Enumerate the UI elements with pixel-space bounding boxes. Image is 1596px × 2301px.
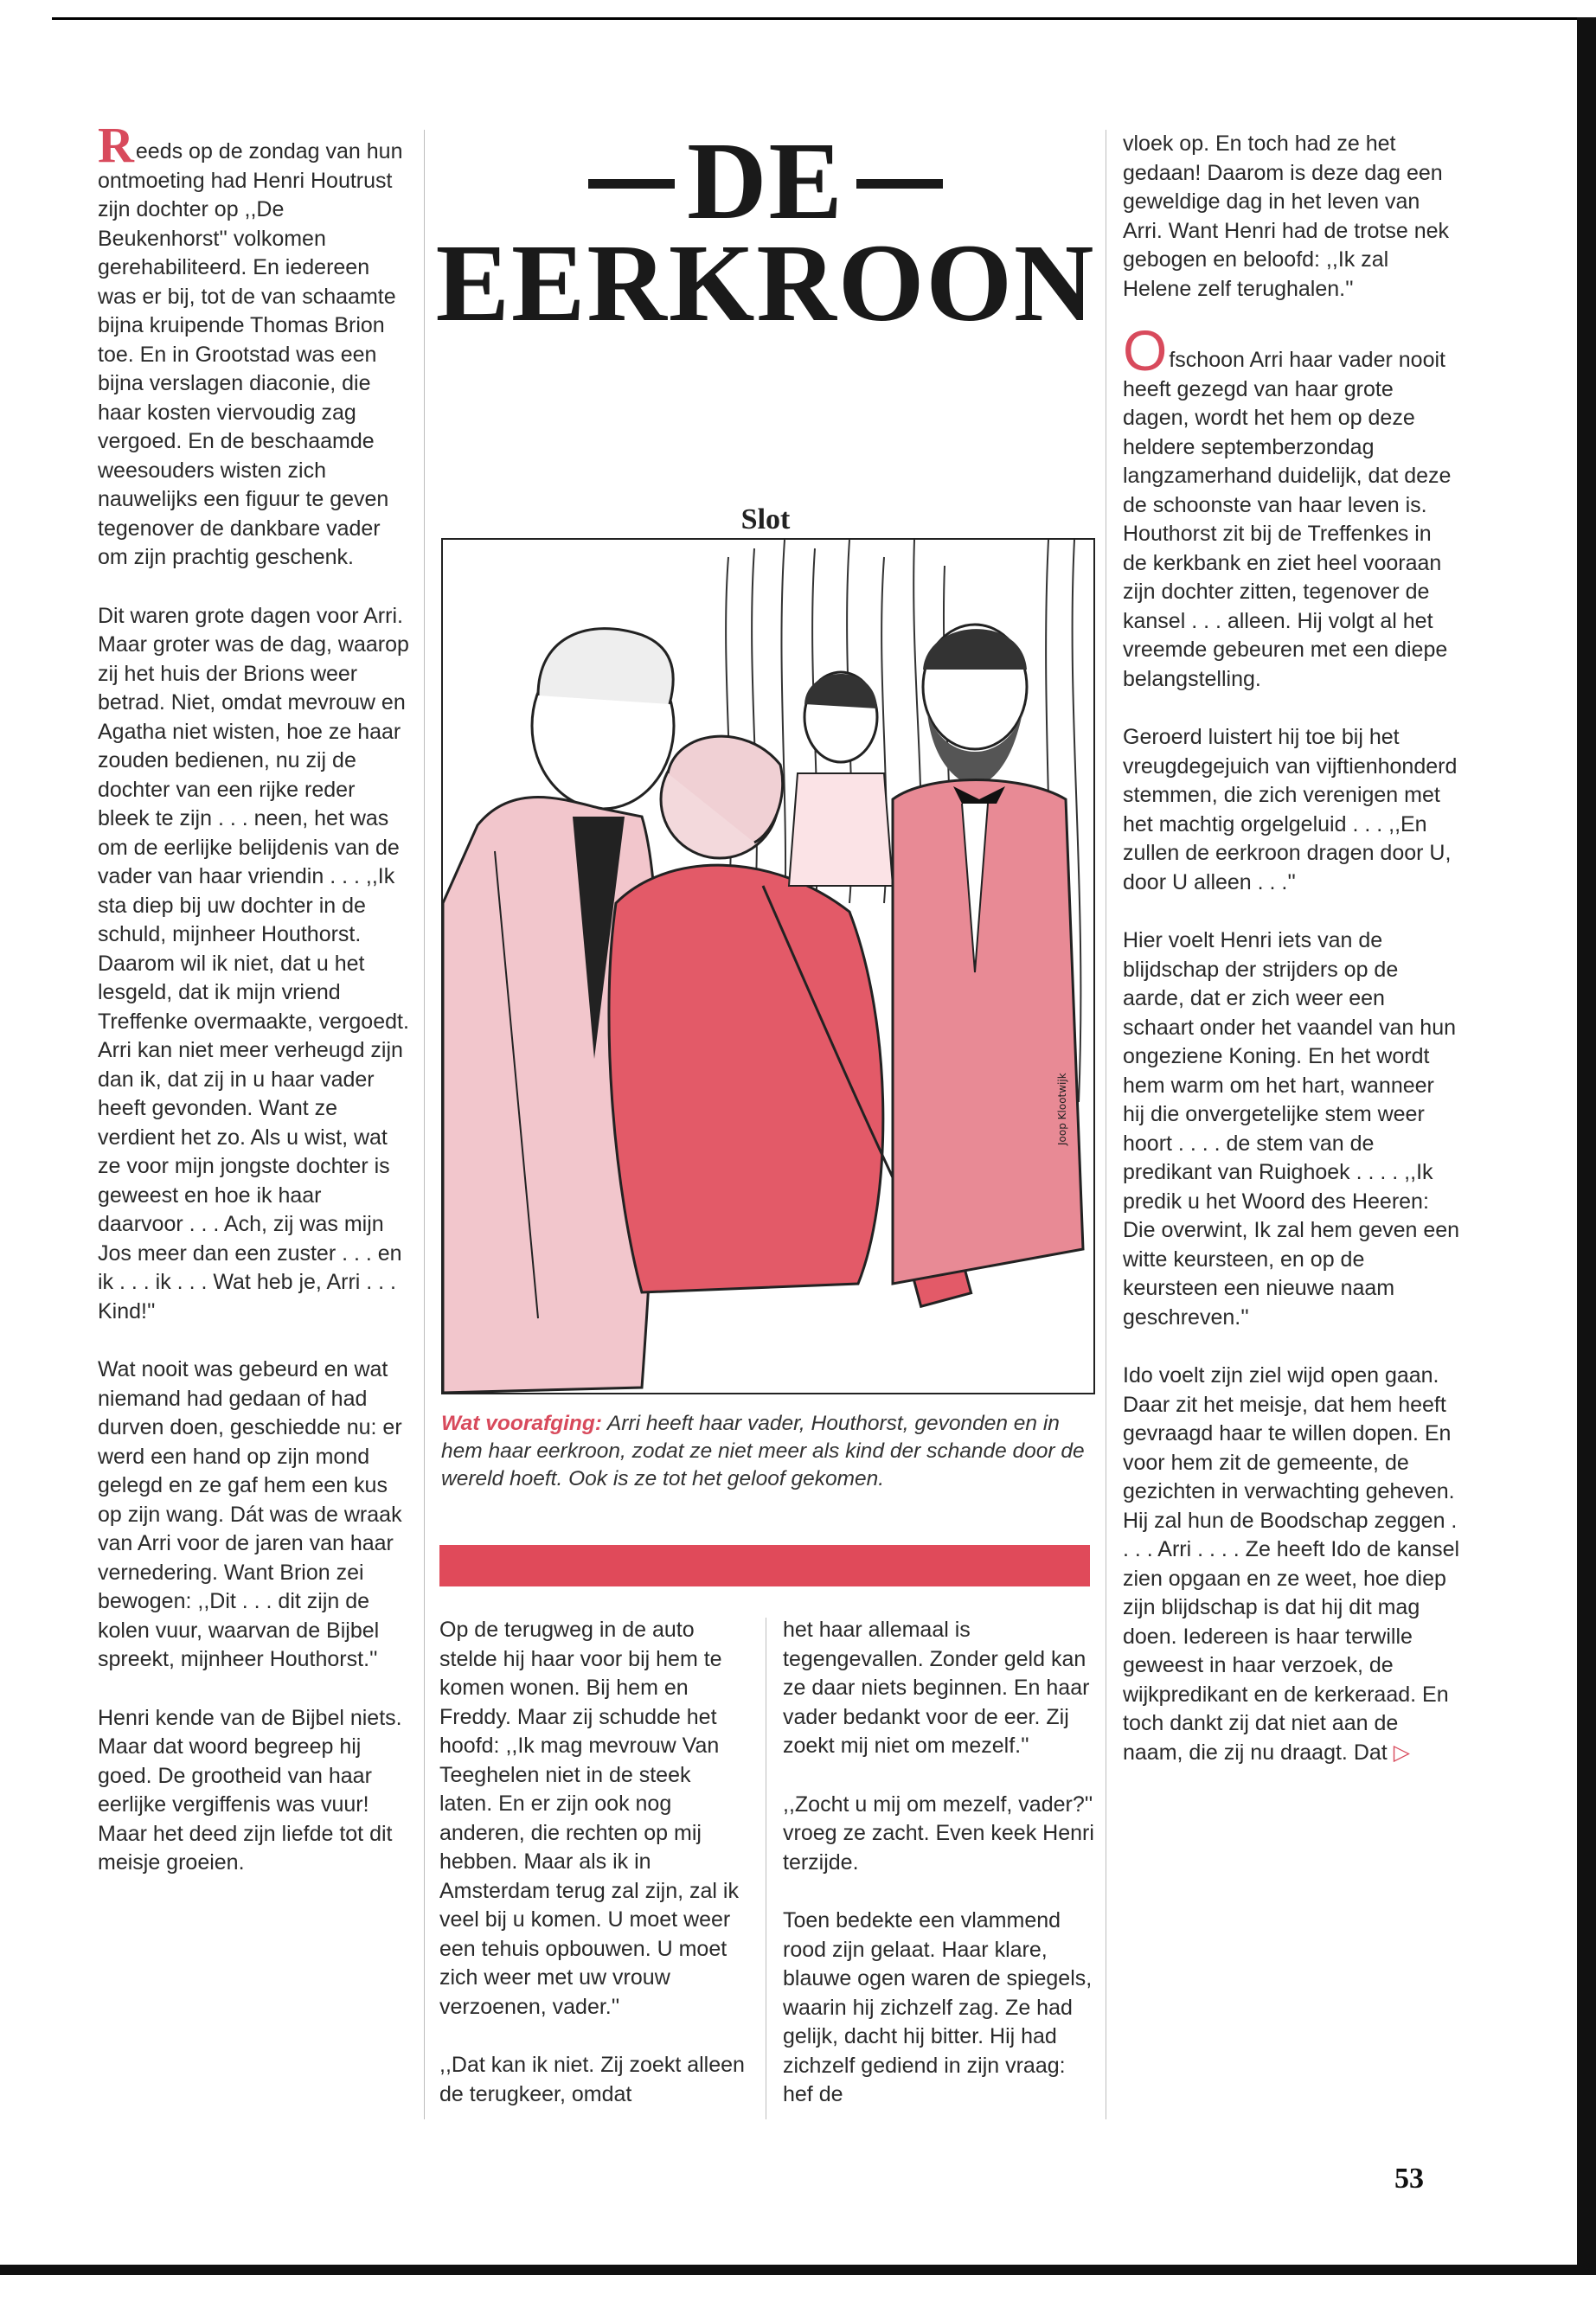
title-dash: [588, 179, 675, 189]
bearded-man-figure: [893, 625, 1083, 1284]
column-divider: [424, 130, 425, 2119]
paragraph: ,,Dat kan ik niet. Zij zoekt alleen de terugkeer, omdat: [439, 2053, 745, 2106]
paragraph: Ofschoon Arri haar vader nooit heeft gezegd van haar grote dagen, wordt het hem op deze heldere septemberzondag langzamerhand duidelijk, dat deze de schoonste van haar leven is. Houthorst zit bij de Treffenkes in de kerkbank en ziet heel vooraan zijn dochter zitten, tegenover de kansel . . . alleen. Hij volgt al het vreemde gebeuren met een diepe belangstelling.: [1123, 318, 1452, 691]
paragraph: Wat nooit was gebeurd en wat niemand had gedaan of had durven doen, geschiedde nu: er werd een hand op zijn mond gelegd en ze gaf hem een kus op zijn wang. Dát was de wraak van Arri voor de jaren van haar vernedering. Want Brion zei bewogen: ,,Dit . . . dit zijn de kolen vuur, waarvan de Bijbel spreekt, mijnheer Houthorst.'': [98, 1357, 402, 1671]
page-number: 53: [1394, 2163, 1424, 2195]
young-man-figure: [789, 672, 893, 886]
column-4: [1123, 130, 1460, 1797]
artist-signature: Joop Klootwijk: [1056, 1073, 1068, 1145]
column-2: [439, 1616, 747, 2138]
paragraph: Dit waren grote dagen voor Arri. Maar groter was de dag, waarop zij het huis der Brions weer betrad. Niet, omdat mevrouw en Agatha niet wisten, hoe ze haar zouden bedienen, nu zij de dochter van een rijke reder bleek te zijn . . . neen, het was om de eerlijke belijdenis van de vader van haar vriendin . . . ,,Ik sta diep bij uw dochter in de schuld, mijnheer Houthorst. Daarom wil ik niet, dat u het lesgeld, dat ik mijn vriend Treffenke overmaakte, vergoedt. Arri kan niet meer verheugd zijn dan ik, dat zij in u haar vader heeft gevonden. Want ze verdient het zo. Als u wist, wat ze voor mijn jongste dochter is geweest en hoe ik haar daarvoor . . . Ach, zij was mijn Jos meer dan een zuster . . . en ik . . . ik . . . Wat heb je, Arri . . . Kind!'': [98, 603, 409, 1324]
paragraph: Op de terugweg in de auto stelde hij haar voor bij hem te komen wonen. Bij hem en Freddy. Maar zij schudde het hoofd: ,,Ik mag mevrouw Van Teeghelen niet in de steek laten. En er zijn ook nog anderen, die rechten op mij hebben. Maar als ik in Amsterdam terug zal zijn, zal ik veel bij u komen. U moet weer een tehuis opbouwen. U moet zich weer met uw vrouw verzoenen, vader.'': [439, 1618, 739, 2019]
article-title: DE EERKROON: [435, 119, 1096, 344]
article-subtitle: Slot: [740, 503, 791, 535]
paragraph: Hier voelt Henri iets van de blijdschap der strijders op de aarde, dat er zich weer een schaart onder het vaandel van hun ongeziene Koning. En het wordt hem warm om het hart, wanneer hij die onvergetelijke stem weer hoort . . . . de stem van de predikant van Ruighoek . . . . ,,Ik predik u het Woord des Heeren: Die overwint, Ik zal hem geven een witte keursteen, en op de keursteen een nieuwe naam geschreven.'': [1123, 928, 1460, 1330]
column-3: [783, 1616, 1094, 2139]
paragraph: ,,Zocht u mij om mezelf, vader?'' vroeg ze zacht. Even keek Henri terzijde.: [783, 1791, 1094, 1875]
story-illustration: [441, 538, 1095, 1394]
scan-edge: [1577, 17, 1596, 2266]
paragraph: vloek op. En toch had ze het gedaan! Daarom is deze dag een geweldige dag in het leven van Arri. Want Henri had de trotse nek gebogen en beloofd: ,,Ik zal Helene zelf terughalen.'': [1123, 131, 1450, 301]
paragraph: Henri kende van de Bijbel niets. Maar dat woord begreep hij goed. De grootheid van haar eerlijke vergiffenis was vuur! Maar het deed zijn liefde tot dit meisje groeien.: [98, 1705, 402, 1875]
column-1: [98, 117, 409, 1907]
article-header: [433, 119, 1099, 605]
caption-lead: Wat voorafging:: [441, 1412, 603, 1435]
title-dash: [856, 179, 943, 189]
caption-text: Arri heeft haar vader, Houthorst, gevonden en in hem haar eerkroon, zodat ze niet meer als kind der schande door de wereld hoeft. Ook is ze tot het geloof gekomen.: [441, 1412, 1085, 1490]
synopsis-caption: [441, 1410, 1094, 1493]
drop-cap: O: [1123, 318, 1168, 382]
illustration-drawing: [443, 540, 1093, 1393]
paragraph: Toen bedekte een vlammend rood zijn gelaat. Haar klare, blauwe ogen waren de spiegels, waarin hij zichzelf zag. Ze had gelijk, dacht hij bitter. Hij had zichzelf gediend in zijn vraag: hef de: [783, 1908, 1093, 2106]
top-rule: [52, 17, 1596, 20]
paragraph: Geroerd luistert hij toe bij het vreugdegejuich van vijftienhonderd stemmen, die zich verenigen met het machtig orgelgeluid . . . ,,En zullen de eerkroon dragen door U, door U alleen . . .'': [1123, 725, 1458, 894]
accent-bar: [439, 1545, 1090, 1586]
continue-arrow-icon: ▷: [1393, 1740, 1410, 1765]
paragraph: Reeds op de zondag van hun ontmoeting had Henri Houtrust zijn dochter op ,,De Beukenhorst'' volkomen gerehabiliteerd. En iedereen was er bij, tot de van schaamte bijna kruipende Thomas Brion toe. En in Grootstad was een bijna verslagen diaconie, die haar kosten viervoudig zag vergoed. En de beschaamde weesouders wisten zich nauwelijks een figuur te geven tegenover de dankbare vader om zijn prachtig geschenk.: [98, 117, 403, 569]
paragraph: het haar allemaal is tegengevallen. Zonder geld kan ze daar niets beginnen. En haar vader bedankt voor de eer. Zij zoekt mij niet om mezelf.'': [783, 1618, 1090, 1758]
drop-cap: R: [98, 117, 134, 173]
scan-bottom-edge: [0, 2265, 1596, 2275]
paragraph: Ido voelt zijn ziel wijd open gaan. Daar zit het meisje, dat hem heeft gevraagd haar te willen dopen. En voor hem zit de gemeente, de gezichten in verwachting geheven. Hij zal hun de Boodschap zeggen . . . . Arri . . . . Ze heeft Ido de kansel zien opgaan en ze weet, hoe diep zijn blijdschap is dat hij dit mag doen. Iedereen is haar terwille geweest in haar verzoek, de wijkpredikant en de kerkeraad. En toch dankt zij dat niet aan de naam, die zij nu draagt. Dat ▷: [1123, 1363, 1460, 1765]
